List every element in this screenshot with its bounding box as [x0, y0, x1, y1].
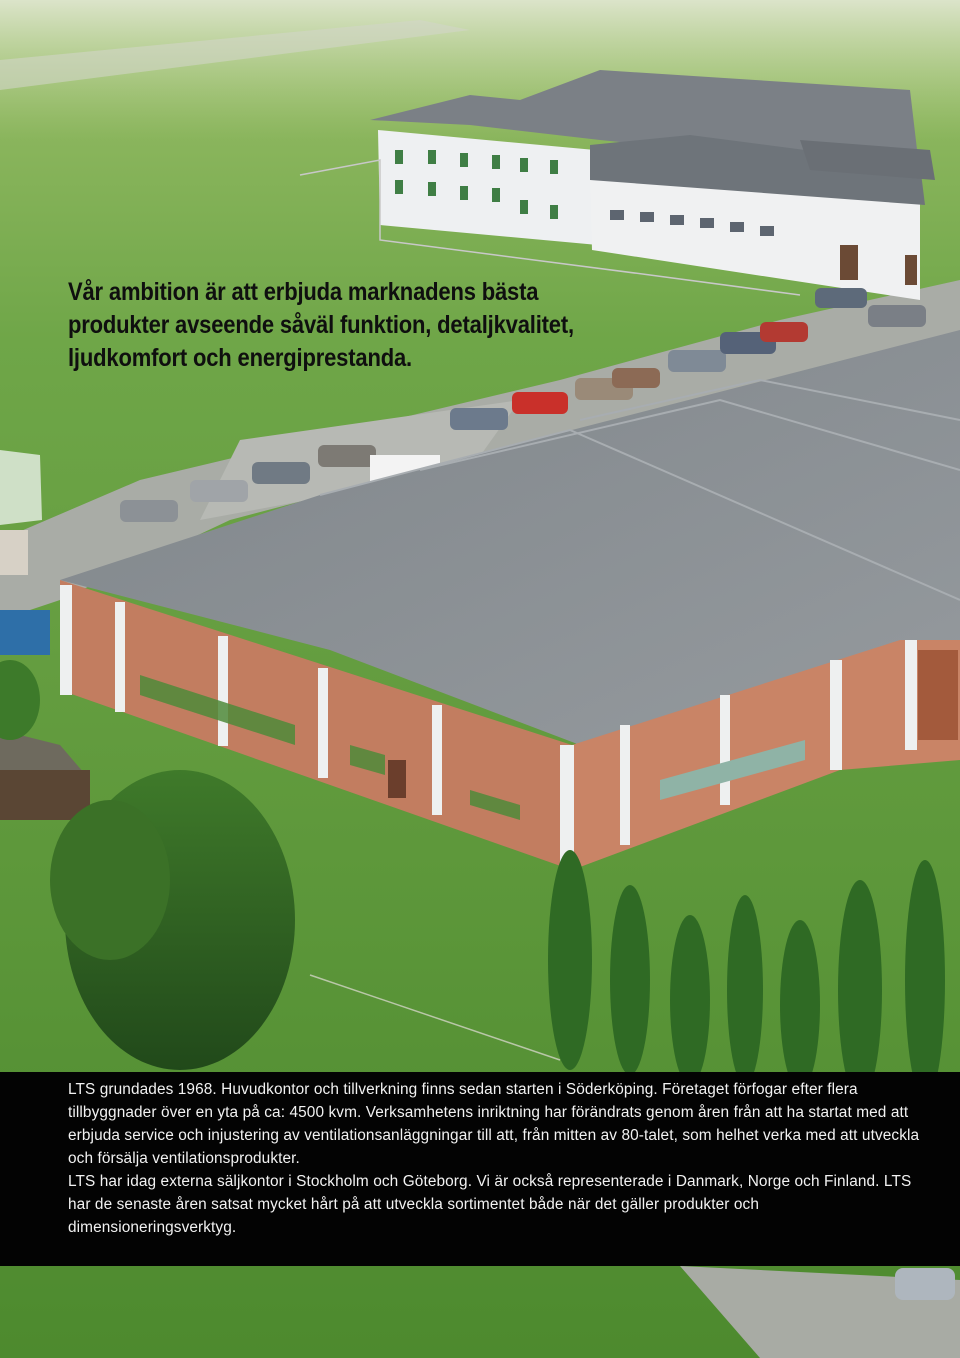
info-text	[68, 1078, 928, 1239]
headline-line-2: produkter avseende såväl funktion, detaljkvalitet,	[68, 311, 574, 339]
info-paragraph-2: LTS har idag externa säljkontor i Stockholm och Göteborg. Vi är också representerade i Danmark, Norge och Finland. LTS har de senaste åren satsat mycket hårt på att utveckla sortimentet både när det gäller produkter och dimensioneringsverktyg.	[68, 1173, 912, 1236]
headline	[68, 276, 631, 375]
info-paragraph-1: LTS grundades 1968. Huvudkontor och tillverkning finns sedan starten i Söderköping. Företaget förfogar efter flera tillbyggnader över en yta på ca: 4500 kvm. Verksamhetens inriktning har förändrats genom åren från att ha startat med att erbjuda service och injustering av ventilationsanläggningar till att, från mitten av 80-talet, som helhet verka med att utveckla och försälja ventilationsprodukter.	[68, 1081, 920, 1167]
headline-line-3: ljudkomfort och energiprestanda.	[68, 344, 412, 372]
headline-line-1: Vår ambition är att erbjuda marknadens bästa	[68, 278, 539, 306]
